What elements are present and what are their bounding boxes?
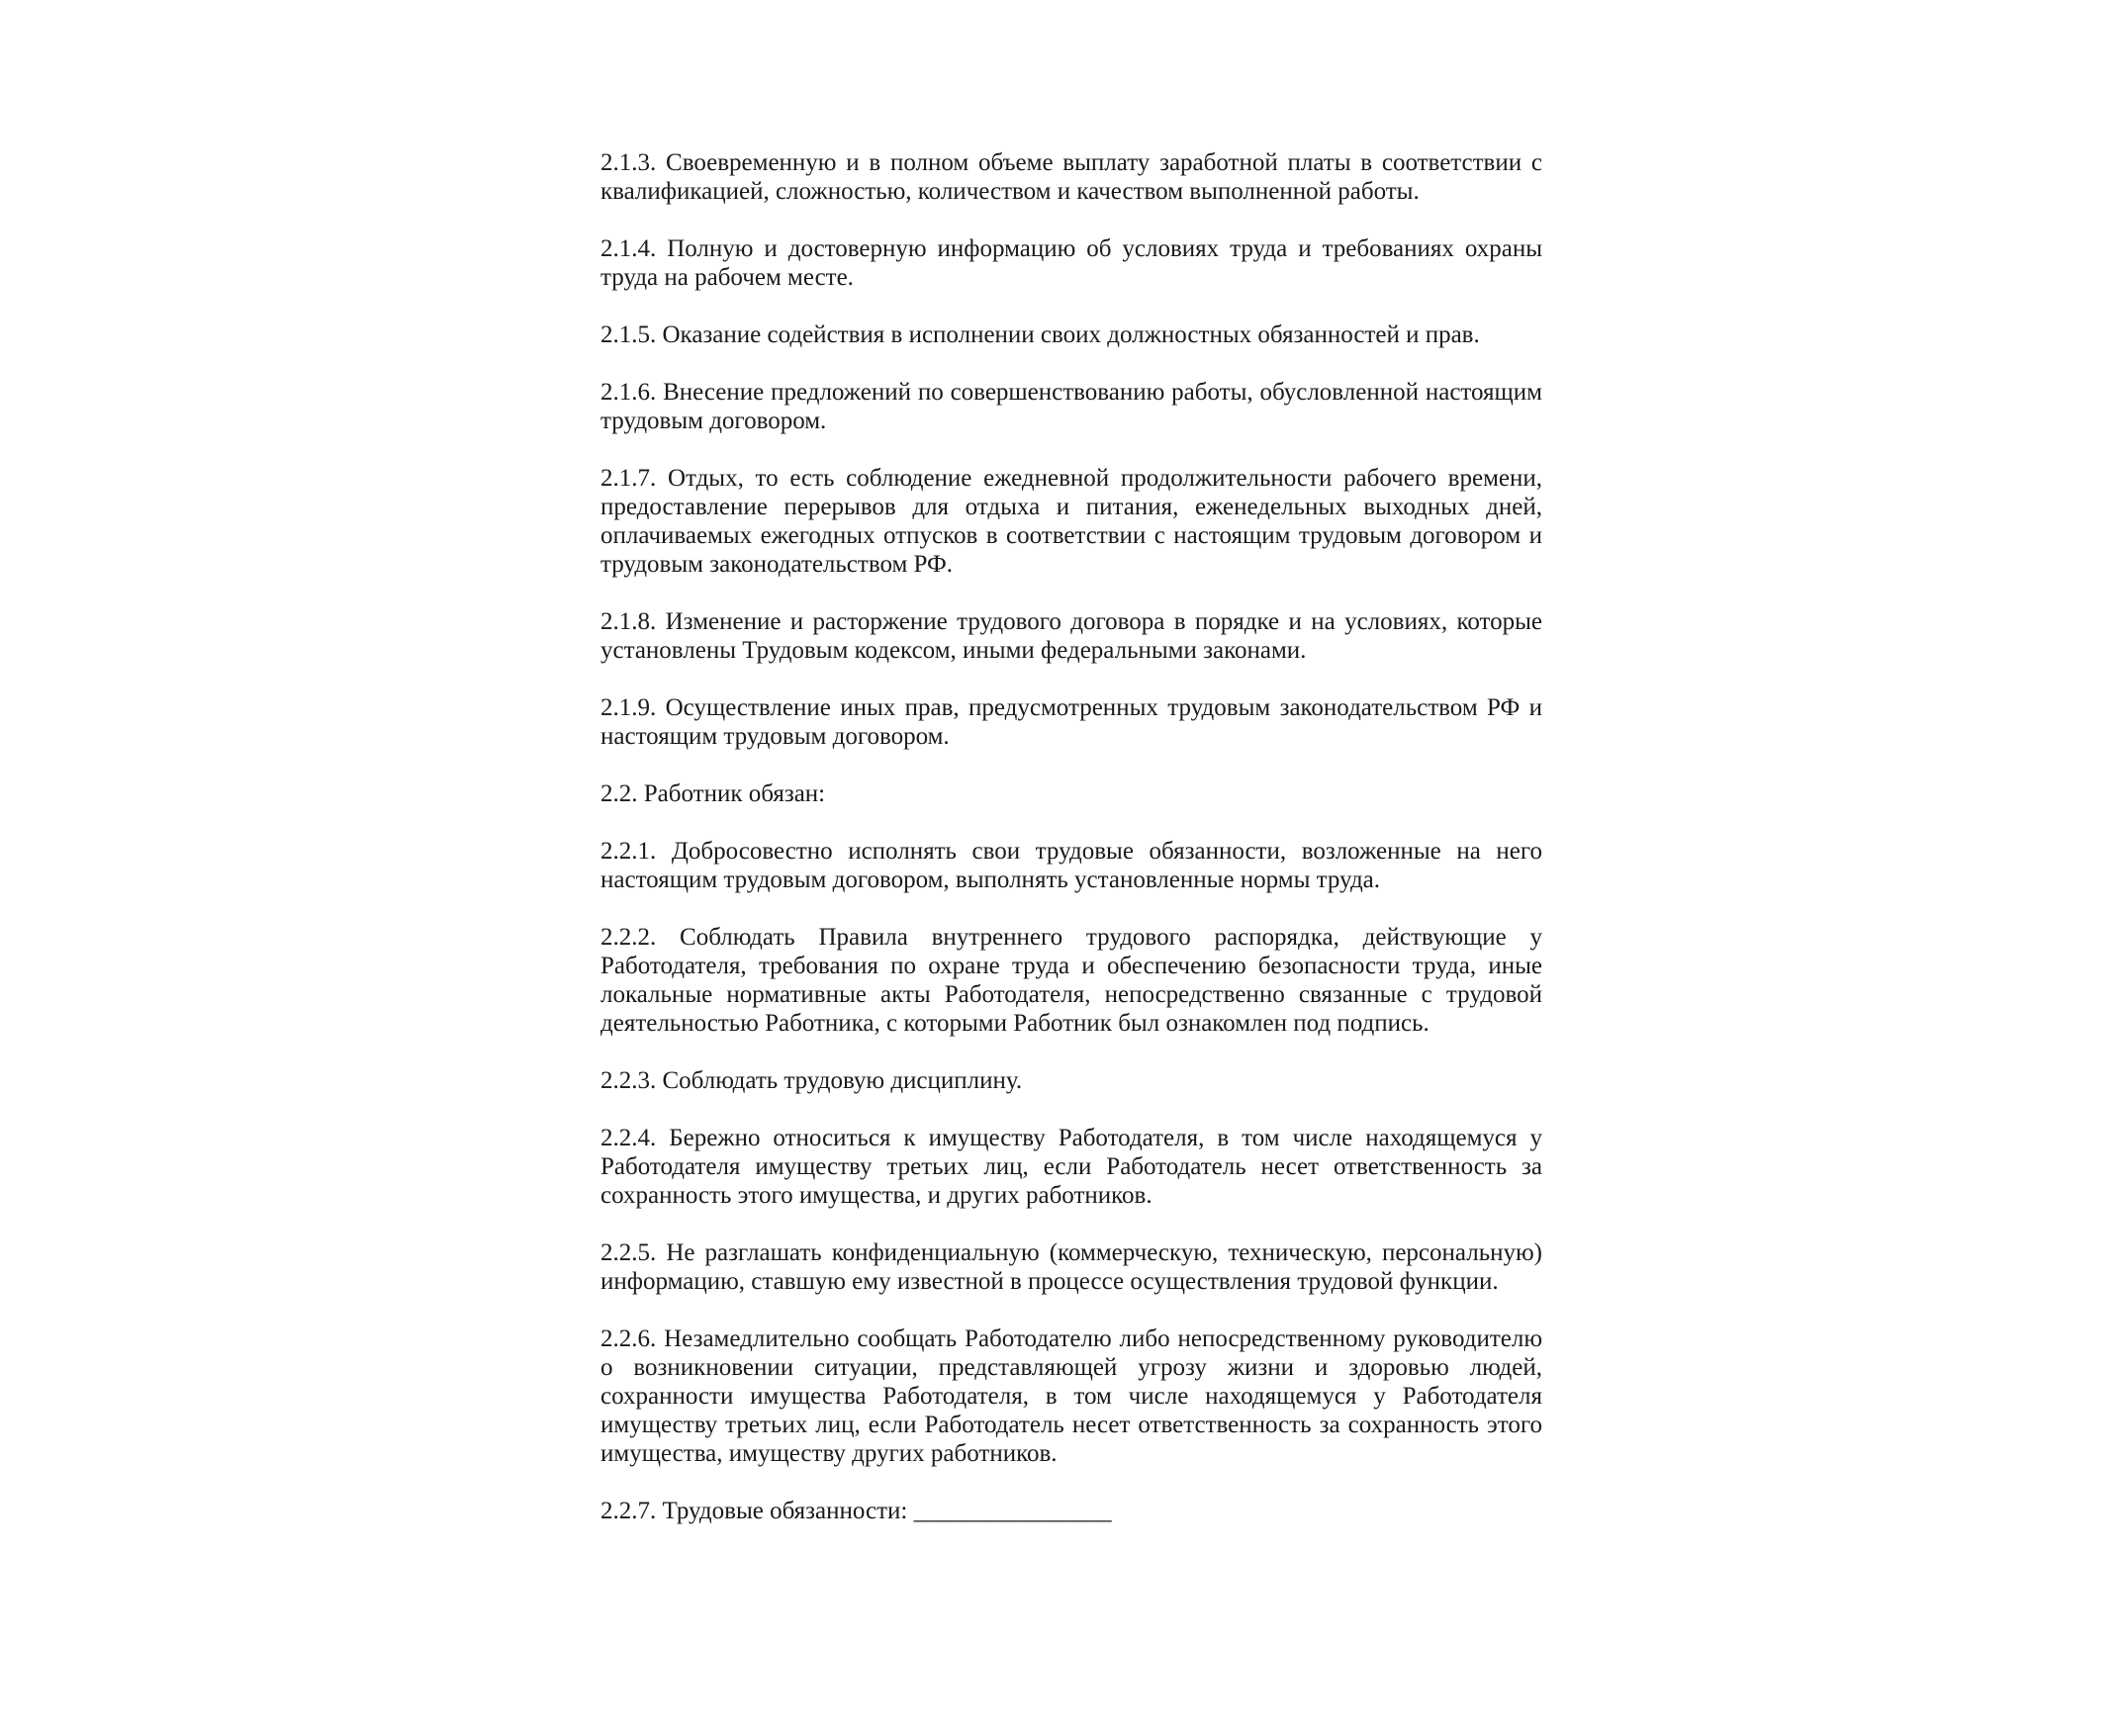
paragraph-2-2-1: 2.2.1. Добросовестно исполнять свои трудовые обязанности, возложенные на него настоящим трудовым договором, выполнять установленные нормы труда. xyxy=(600,838,1542,893)
paragraph-2-2-4: 2.2.4. Бережно относиться к имуществу Работодателя, в том числе находящемуся у Работодателя имуществу третьих лиц, если Работодатель несет ответственность за сохранность этого имущества, и других работников. xyxy=(600,1125,1542,1209)
paragraph-2-2-3: 2.2.3. Соблюдать трудовую дисциплину. xyxy=(600,1067,1023,1094)
paragraph-2-1-6: 2.1.6. Внесение предложений по совершенствованию работы, обусловленной настоящим трудовым договором. xyxy=(600,379,1542,434)
document-body xyxy=(600,148,1542,1525)
paragraph-2-1-8: 2.1.8. Изменение и расторжение трудового договора в порядке и на условиях, которые установлены Трудовым кодексом, иными федеральными законами. xyxy=(600,608,1542,664)
section-heading-2-2: 2.2. Работник обязан: xyxy=(600,780,826,807)
paragraph-2-2-5: 2.2.5. Не разглашать конфиденциальную (коммерческую, техническую, персональную) информацию, ставшую ему известной в процессе осуществления трудовой функции. xyxy=(600,1239,1542,1295)
paragraph-2-2-2: 2.2.2. Соблюдать Правила внутреннего трудового распорядка, действующие у Работодателя, требования по охране труда и обеспечению безопасности труда, иные локальные нормативные акты Работодателя, непосредственно связанные с трудовой деятельностью Работника, с которыми Работник был ознакомлен под подпись. xyxy=(600,924,1542,1037)
paragraph-2-2-6: 2.2.6. Незамедлительно сообщать Работодателю либо непосредственному руководителю о возникновении ситуации, представляющей угрозу жизни и здоровью людей, сохранности имущества Работодателя, в том числе находящемуся у Работодателя имуществу третьих лиц, если Работодатель несет ответственность за сохранность этого имущества, имуществу других работников. xyxy=(600,1325,1542,1467)
paragraph-2-1-3: 2.1.3. Своевременную и в полном объеме выплату заработной платы в соответствии с квалификацией, сложностью, количеством и качеством выполненной работы. xyxy=(600,149,1542,205)
paragraph-2-1-9: 2.1.9. Осуществление иных прав, предусмотренных трудовым законодательством РФ и настоящим трудовым договором. xyxy=(600,694,1542,750)
paragraph-2-1-4: 2.1.4. Полную и достоверную информацию об условиях труда и требованиях охраны труда на рабочем месте. xyxy=(600,235,1542,291)
paragraph-2-1-5: 2.1.5. Оказание содействия в исполнении своих должностных обязанностей и прав. xyxy=(600,321,1480,348)
paragraph-2-2-7: 2.2.7. Трудовые обязанности: ________________ xyxy=(600,1498,1112,1524)
paragraph-2-1-7: 2.1.7. Отдых, то есть соблюдение ежедневной продолжительности рабочего времени, предоставление перерывов для отдыха и питания, еженедельных выходных дней, оплачиваемых ежегодных отпусков в соответствии с настоящим трудовым договором и трудовым законодательством РФ. xyxy=(600,465,1542,578)
